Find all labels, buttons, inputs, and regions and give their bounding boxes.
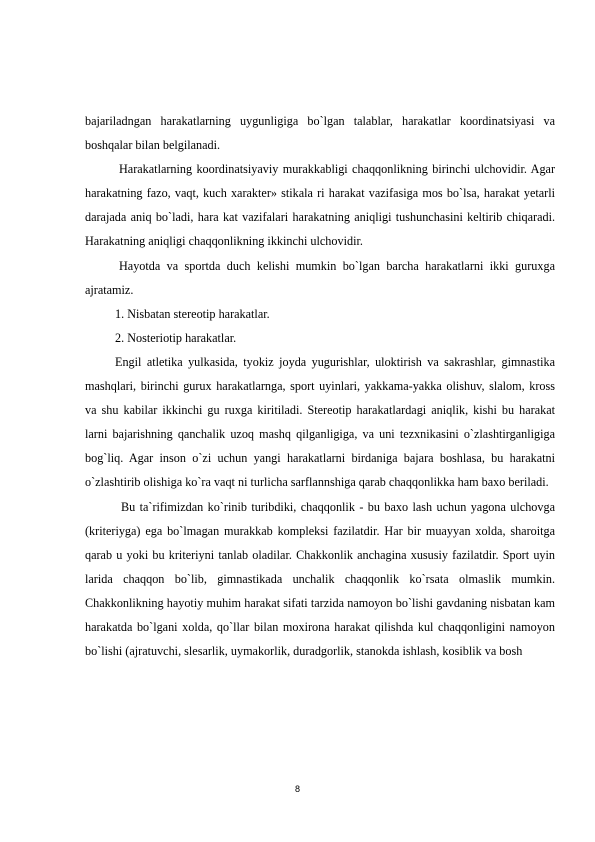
document-page: [85, 109, 555, 663]
page-number: 8: [294, 784, 300, 794]
paragraph-definition: Bu ta`rifimizdan ko`rinib turibdiki, chaqqonlik - bu baxo lash uchun yagona ulchovga (kriteriyga) ega bo`lmagan murakkab kompleksi fazilatdir. Har bir muayyan xolda, sharoitga qarab u yoki bu kriteriyni tanlab oladilar. Chakkonlik anchagina xususiy fazilatdir. Sport uyin larida chaqqon bo`lib, gimnastikada unchalik chaqqonlik ko`rsata olmaslik mumkin. Chakkonlikning hayotiy muhim harakat sifati tarzida namoyon bo`lishi gavdaning nisbatan kam harakatda bo`lgani xolda, qo`llar bilan moxirona harakat qilishda kul chaqqonligini namoyon bo`lishi (ajratuvchi, slesarlik, uymakorlik, duradgorlik, stanokda ishlash, kosiblik va bosh: [85, 499, 555, 659]
paragraph-examples: Engil atletika yulkasida, tyokiz joyda yugurishlar, uloktirish va sakrashlar, gimnastika mashqlari, birinchi gurux harakatlarnga, sport uyinlari, yakkama-yakka olishuv, slalom, kross va shu kabilar ikkinchi gu ruxga kiritiladi. Stereotip harakatlardagi aniqlik, kishi bu harakat larni bajarishning qanchalik uzoq mashq qilganligiga, va uni tezxnikasini o`zlashtirganligiga bog`liq. Agar inson o`zi uchun yangi harakatlarni birdaniga bajara boshlasa, bu harakatni o`zlashtirib olishiga ko`ra vaqt ni turlicha sarflannshiga qarab chaqqonlikka ham baxo beriladi.: [85, 354, 555, 490]
paragraph-coordination: Harakatlarning koordinatsiyaviy murakkabligi chaqqonlikning birinchi ulchovidir. Agar harakatning fazo, vaqt, kuch xarakter» stikala ri harakat vazifasiga mos bo`lsa, harakat yetarli darajada aniq bo`ladi, hara kat vazifalari harakatning aniqligi tushunchasini keltirib chiqaradi. Harakatning aniqligi chaqqonlikning ikkinchi ulchovidir.: [85, 162, 555, 249]
list-item-nosteriotip: 2. Nosteriotip harakatlar.: [115, 330, 237, 345]
paragraph-two-groups: Hayotda va sportda duch kelishi mumkin bo`lgan barcha harakatlarni ikki guruxga ajratamiz.: [85, 258, 555, 297]
list-item-stereotip: 1. Nisbatan stereotip harakatlar.: [115, 306, 270, 321]
paragraph-continuation: bajariladngan harakatlarning uygunligiga bo`lgan talablar, harakatlar koordinatsiyasi va boshqalar bilan belgilanadi.: [85, 114, 555, 153]
